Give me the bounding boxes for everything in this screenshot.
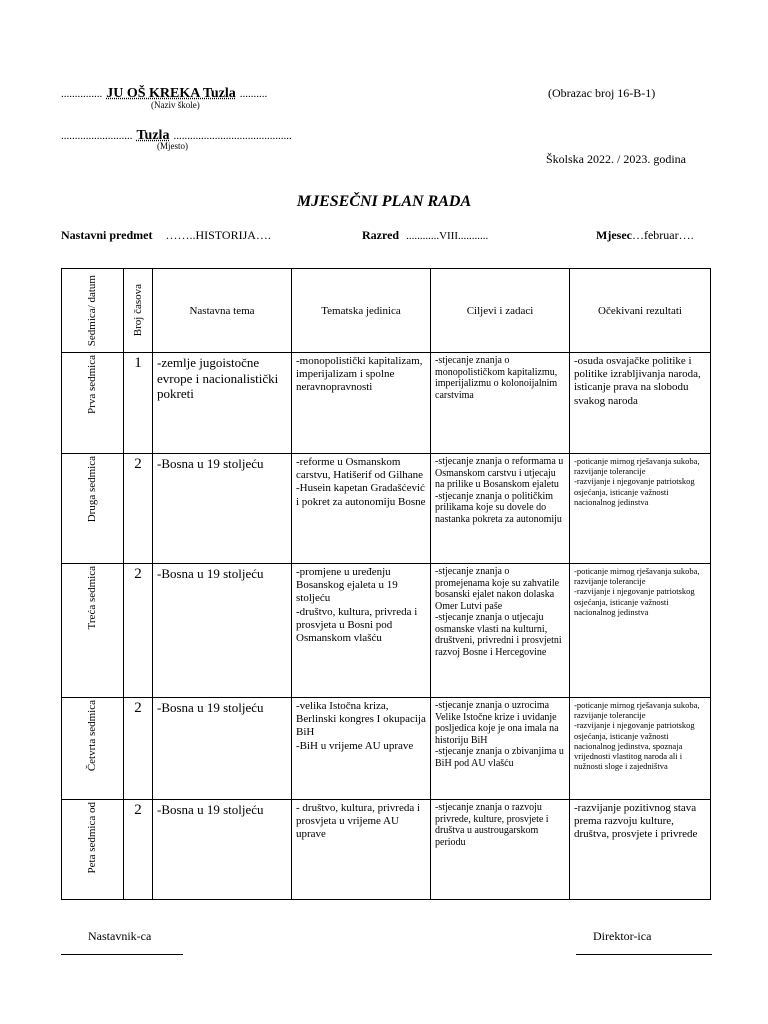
school-dots-before: ............... [61, 88, 103, 100]
table-row [62, 454, 711, 564]
goals-cell: -stjecanje znanja o razvoju privrede, kulture, prosvjete i društva u austrougarskom periodu [431, 800, 570, 900]
class-field [362, 228, 488, 243]
hours-cell: 2 [124, 564, 153, 698]
subject-value: ……..HISTORIJA…. [165, 228, 271, 242]
table-row [62, 698, 711, 800]
table-row [62, 800, 711, 900]
unit-cell: -reforme u Osmanskom carstvu, Hatišerif od Gilhane -Husein kapetan Gradašćević i pokret za autonomiju Bosne [292, 454, 431, 564]
results-cell: -osuda osvajačke politike i politike izrabljivanja naroda, isticanje prava na slobodu svakog naroda [570, 353, 711, 454]
week-cell: Peta sedmica od [62, 800, 124, 900]
goals-cell: -stjecanje znanja o uzrocima Velike Istočne krize i uvidanje posljedica koje je ona imala na historiju BiH -stjecanje znanja o zbivanjima u BiH pod AU vlašću [431, 698, 570, 800]
topic-cell: -Bosna u 19 stoljeću [153, 698, 292, 800]
school-name: JU OŠ KREKA Tuzla [106, 86, 236, 101]
hours-cell: 1 [124, 353, 153, 454]
place-caption: (Mjesto) [157, 141, 188, 151]
unit-cell: -promjene u uređenju Bosanskog ejaleta u 19 stoljeću -društvo, kultura, privreda i prosvjeta u Bosni pod Osmanskom vlašću [292, 564, 431, 698]
director-label: Direktor-ica [593, 929, 652, 943]
place-name: Tuzla [136, 128, 170, 143]
header-goals: Ciljevi i zadaci [431, 269, 570, 353]
director-signature-line [576, 954, 712, 955]
topic-cell: -Bosna u 19 stoljeću [153, 454, 292, 564]
subject-field [61, 228, 271, 243]
header-week: Sedmica/ datum [62, 269, 124, 353]
header-hours: Broj časova [124, 269, 153, 353]
month-value: …februar…. [631, 228, 694, 242]
school-year: Školska 2022. / 2023. godina [546, 152, 686, 166]
page-title: MJESEČNI PLAN RADA [296, 193, 472, 210]
week-cell: Druga sedmica [62, 454, 124, 564]
form-number: (Obrazac broj 16-B-1) [548, 86, 656, 100]
unit-cell: - društvo, kultura, privreda i prosvjeta u vrijeme AU uprave [292, 800, 431, 900]
subject-label: Nastavni predmet [61, 228, 153, 242]
hours-cell: 2 [124, 698, 153, 800]
month-label: Mjesec [596, 228, 632, 242]
results-cell: -poticanje mirnog rješavanja sukoba, razvijanje tolerancije -razvijanje i njegovanje patriotskog osjećanja, isticanje važnosti nacionalnog jedinstva [570, 564, 711, 698]
plan-table [61, 268, 711, 900]
unit-cell: -velika Istočna kriza, Berlinski kongres I okupacija BiH -BiH u vrijeme AU uprave [292, 698, 431, 800]
week-cell: Treća sedmica [62, 564, 124, 698]
month-field [596, 228, 694, 243]
table-row [62, 353, 711, 454]
header-topic: Nastavna tema [153, 269, 292, 353]
table-header-row [62, 269, 711, 353]
teacher-label: Nastavnik-ca [88, 929, 152, 943]
place-dots-before: .......................... [61, 130, 133, 142]
hours-cell: 2 [124, 800, 153, 900]
topic-cell: -Bosna u 19 stoljeću [153, 564, 292, 698]
goals-cell: -stjecanje znanja o monopolističkom kapitalizmu, imperijalizmu o kolonoijalnim carstvima [431, 353, 570, 454]
goals-cell: -stjecanje znanja o reformama u Osmanskom carstvu i utjecaju na prilike u Bosanskom ejaletu -stjecanje znanja o političkim prilikama koje su dovele do nastanka pokreta za autonomiju [431, 454, 570, 564]
topic-cell: -Bosna u 19 stoljeću [153, 800, 292, 900]
school-caption: (Naziv škole) [151, 100, 200, 110]
hours-cell: 2 [124, 454, 153, 564]
goals-cell: -stjecanje znanja o promejenama koje su zahvatile bosanski ejalet nakon dolaska Omer Lutvi paše -stjecanje znanja o utjecaju osmanske vlasti na kulturni, društveni, privredni i prosvjetni razvoj Bosne i Hercegovine [431, 564, 570, 698]
results-cell: -poticanje mirnog rješavanja sukoba, razvijanje tolerancije -razvijanje i njegovanje patriotskog osjećanja, isticanje važnosti nacionalnog jedinstva [570, 454, 711, 564]
topic-cell: -zemlje jugoistočne evrope i nacionalistički pokreti [153, 353, 292, 454]
unit-cell: -monopolistički kapitalizam, imperijalizam i spolne neravnopravnosti [292, 353, 431, 454]
header-unit: Tematska jedinica [292, 269, 431, 353]
school-dots-after: .......... [239, 88, 268, 100]
table-row [62, 564, 711, 698]
place-dots-after: ........................................... [173, 130, 292, 142]
teacher-signature-line [61, 954, 183, 955]
class-label: Razred [362, 228, 400, 242]
week-cell: Prva sedmica [62, 353, 124, 454]
header-results: Očekivani rezultati [570, 269, 711, 353]
class-value: ............VIII........... [406, 230, 489, 242]
results-cell: -poticanje mirnog rješavanja sukoba, razvijanje tolerancije -razvijanje i njegovanje patriotskog osjećanja, isticanje važnosti nacionalnog jedinstva, spoznaja vrijednosti vlastitog naroda ali i nužnosti sloge i zajedništva [570, 698, 711, 800]
week-cell: Četvrta sedmica [62, 698, 124, 800]
results-cell: -razvijanje pozitivnog stava prema razvoju kulture, društva, prosvjete i privrede [570, 800, 711, 900]
